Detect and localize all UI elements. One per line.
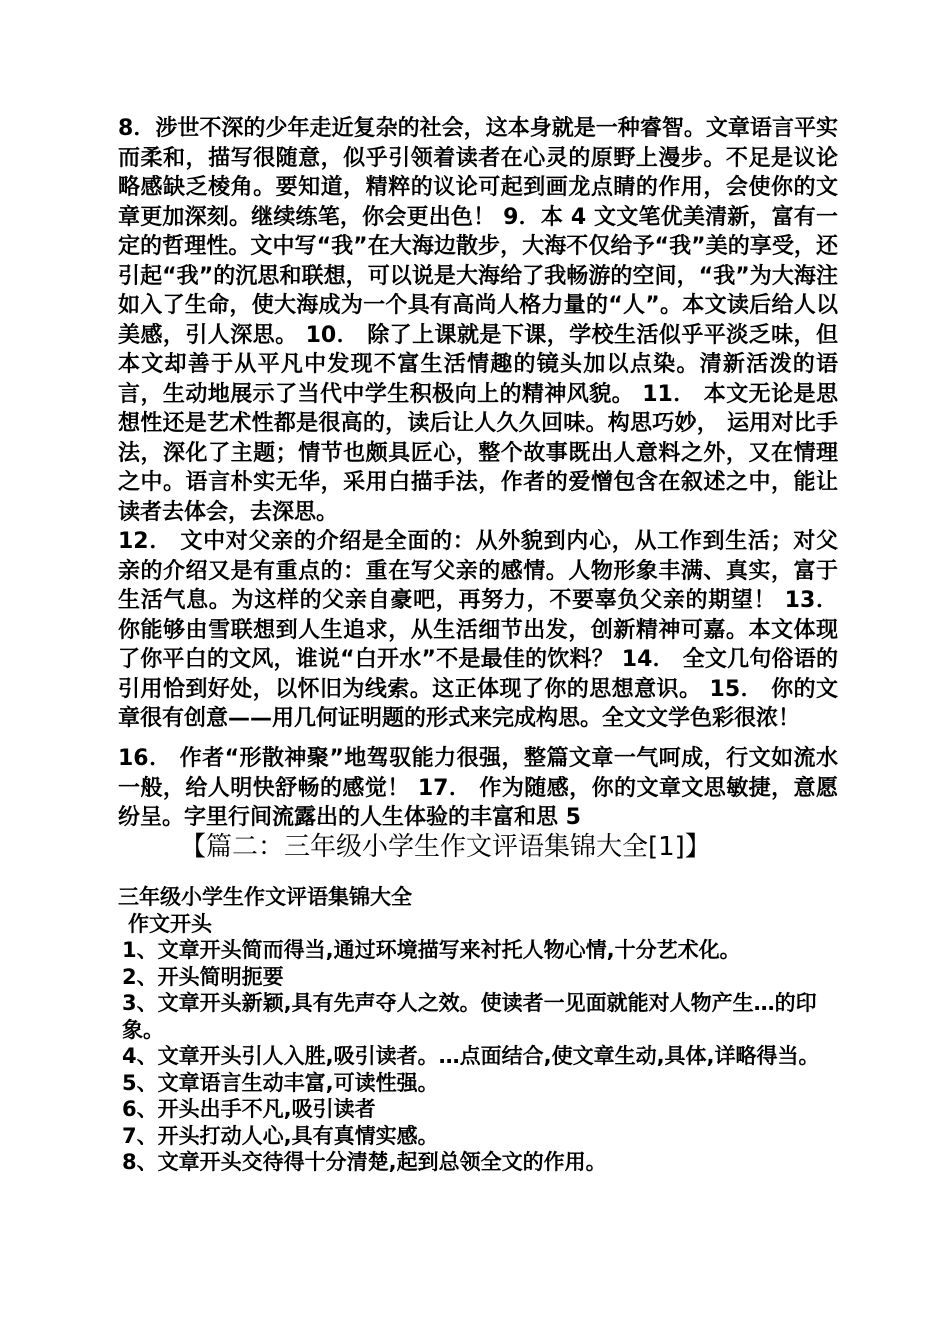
list-subtitle: 作文开头 bbox=[128, 911, 212, 936]
list-item: 2、开头简明扼要 bbox=[122, 964, 284, 989]
list-item: 6、开头出手不凡,吸引读者 bbox=[122, 1097, 376, 1121]
comment-paragraph-2: 12． 文中对父亲的介绍是全面的：从外貌到内心，从工作到生活；对父亲的介绍又是有重点的：重在写父亲的感情。人物形象丰满、真实，富于生活气息。为这样的父亲自豪吧，再努力，不要辜负父亲的期望！ 13． 你能够由雪联想到人生追求，从生活细节出发，创新精神可嘉。本文体现了你平白的文风，谁说“白开水”不是最佳的饮料？ 14． 全文几句俗语的引用恰到好处，以怀旧为线索。这正体现了你的思想意识。 15． 你的文章很有创意——用几何证明题的形式来完成构思。全文文学色彩很浓！ bbox=[118, 529, 838, 731]
comment-paragraph-1: 8．涉世不深的少年走近复杂的社会，这本身就是一种睿智。文章语言平实而柔和，描写很随意，似乎引领着读者在心灵的原野上漫步。不足是议论略感缺乏棱角。要知道，精粹的议论可起到画龙点睛的作用，会使你的文章更加深刻。继续练笔，你会更出色！ 9．本 4 文文笔优美清新，富有一定的哲理性。文中写“我”在大海边散步，大海不仅给予“我”美的享受，还引起“我”的沉思和联想，可以说是大海给了我畅游的空间，“我”为大海注如入了生命，使大海成为一个具有高尚人格力量的“人”。本文读后给人以美感，引人深思。 10． 除了上课就是下课，学校生活似乎平淡乏味，但本文却善于从平凡中发现不富生活情趣的镜头加以点染。清新活泼的语言，生动地展示了当代中学生积极向上的精神风貌。 11． 本文无论是思想性还是艺术性都是很高的，读后让人久久回味。构思巧妙， 运用对比手法，深化了主题；情节也颇具匠心，整个故事既出人意料之外，又在情理之中。语言朴实无华，采用白描手法，作者的爱憎包含在叙述之中，能让读者去体会，去深思。 bbox=[118, 116, 838, 525]
list-item: 1、文章开头简而得当,通过环境描写来衬托人物心情,十分艺术化。 bbox=[122, 938, 741, 962]
list-item: 8、文章开头交待得十分清楚,起到总领全文的作用。 bbox=[122, 1150, 607, 1174]
comment-paragraph-3: 16． 作者“形散神聚”地驾驭能力很强，整篇文章一气呵成，行文如流水一般，给人明快舒畅的感觉！ 17． 作为随感，你的文章文思敏捷，意愿纷呈。字里行间流露出的人生体验的丰富和思 5 bbox=[118, 746, 838, 830]
list-title: 三年级小学生作文评语集锦大全 bbox=[118, 885, 412, 909]
list-item: 4、文章开头引人入胜,吸引读者。…点面结合,使文章生动,具体,详略得当。 bbox=[122, 1044, 820, 1068]
list-item: 7、开头打动人心,具有真情实感。 bbox=[122, 1123, 439, 1148]
list-item: 5、文章语言生动丰富,可读性强。 bbox=[122, 1070, 439, 1095]
list-item: 3、文章开头新颖,具有先声夺人之效。使读者一见面就能对人物产生…的印象。 bbox=[122, 991, 817, 1042]
opening-comments-list bbox=[118, 884, 838, 1176]
section-heading: 【篇二：三年级小学生作文评语集锦大全[1]】 bbox=[180, 832, 711, 862]
